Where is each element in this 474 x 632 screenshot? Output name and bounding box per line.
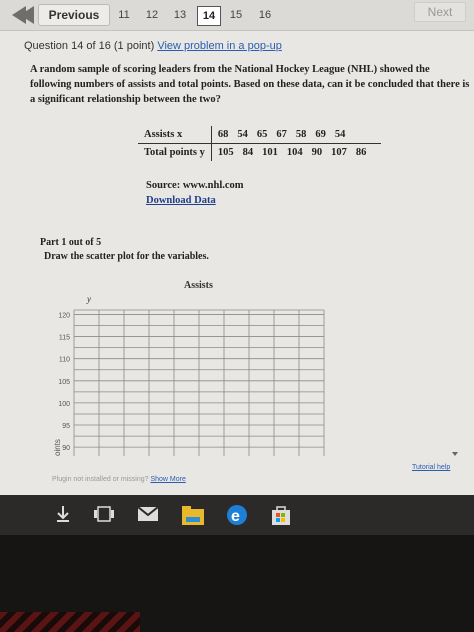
y-axis-variable-label: y bbox=[87, 294, 91, 304]
back-arrow-icon-secondary[interactable] bbox=[20, 6, 34, 24]
y-tick-label: 120 bbox=[58, 312, 70, 320]
download-icon[interactable] bbox=[52, 503, 74, 525]
y-tick-label: 110 bbox=[58, 356, 70, 364]
task-view-icon[interactable] bbox=[92, 503, 116, 525]
part-title: Part 1 out of 5 bbox=[40, 237, 102, 248]
svg-text:e: e bbox=[231, 508, 240, 525]
y-tick-label: 115 bbox=[58, 334, 70, 342]
y-tick-labels bbox=[58, 312, 70, 452]
previous-button[interactable]: Previous bbox=[38, 4, 110, 26]
taskbar bbox=[0, 495, 474, 535]
popup-link[interactable]: View problem in a pop-up bbox=[157, 40, 282, 52]
show-more-link[interactable]: Show More bbox=[150, 476, 186, 483]
question-link-12[interactable]: 12 bbox=[145, 9, 159, 21]
question-link-16[interactable]: 16 bbox=[258, 9, 272, 21]
plot-grid bbox=[74, 310, 324, 456]
y-tick-label: 90 bbox=[62, 445, 70, 453]
problem-text: A random sample of scoring leaders from the National Hockey League (NHL) showed the following numbers of assists and total points. Based on these data, can it be concluded that there is a significant relationship between the two? bbox=[30, 64, 470, 105]
total-points-values: 105 84 101 104 90 107 86 bbox=[217, 147, 367, 158]
mail-icon[interactable] bbox=[136, 503, 160, 525]
assists-values: 68 54 65 67 58 69 54 bbox=[211, 126, 381, 144]
chart-title: Assists bbox=[184, 280, 213, 291]
question-navigation bbox=[0, 0, 474, 31]
part-instruction: Draw the scatter plot for the variables. bbox=[44, 251, 209, 262]
question-link-11[interactable]: 11 bbox=[118, 9, 130, 21]
total-points-label: Total points y bbox=[138, 144, 211, 162]
edge-browser-icon[interactable] bbox=[224, 503, 250, 527]
assists-label: Assists x bbox=[138, 126, 211, 144]
data-table bbox=[138, 126, 381, 161]
store-icon[interactable] bbox=[268, 503, 294, 527]
y-axis-label-rotated: oints bbox=[53, 439, 62, 456]
question-link-15[interactable]: 15 bbox=[229, 9, 243, 21]
question-link-13[interactable]: 13 bbox=[173, 9, 187, 21]
plugin-message bbox=[52, 476, 186, 483]
download-data-link[interactable]: Download Data bbox=[146, 195, 216, 206]
question-link-14-current[interactable]: 14 bbox=[197, 6, 221, 26]
question-counter: Question 14 of 16 (1 point) bbox=[24, 40, 155, 52]
y-tick-label: 95 bbox=[62, 423, 70, 431]
tutorial-help-link[interactable]: Tutorial help bbox=[412, 464, 451, 471]
scroll-down-icon[interactable] bbox=[452, 452, 458, 456]
y-tick-label: 105 bbox=[58, 378, 70, 386]
question-header bbox=[24, 40, 282, 52]
scatter-plot-canvas[interactable] bbox=[40, 292, 340, 460]
next-button[interactable]: Next bbox=[414, 2, 466, 22]
source-text: Source: www.nhl.com bbox=[146, 180, 244, 191]
y-tick-label: 100 bbox=[58, 400, 70, 408]
file-explorer-icon[interactable] bbox=[180, 503, 206, 527]
plugin-message-text: Plugin not installed or missing? bbox=[52, 476, 149, 483]
desk-stripe bbox=[0, 612, 140, 632]
